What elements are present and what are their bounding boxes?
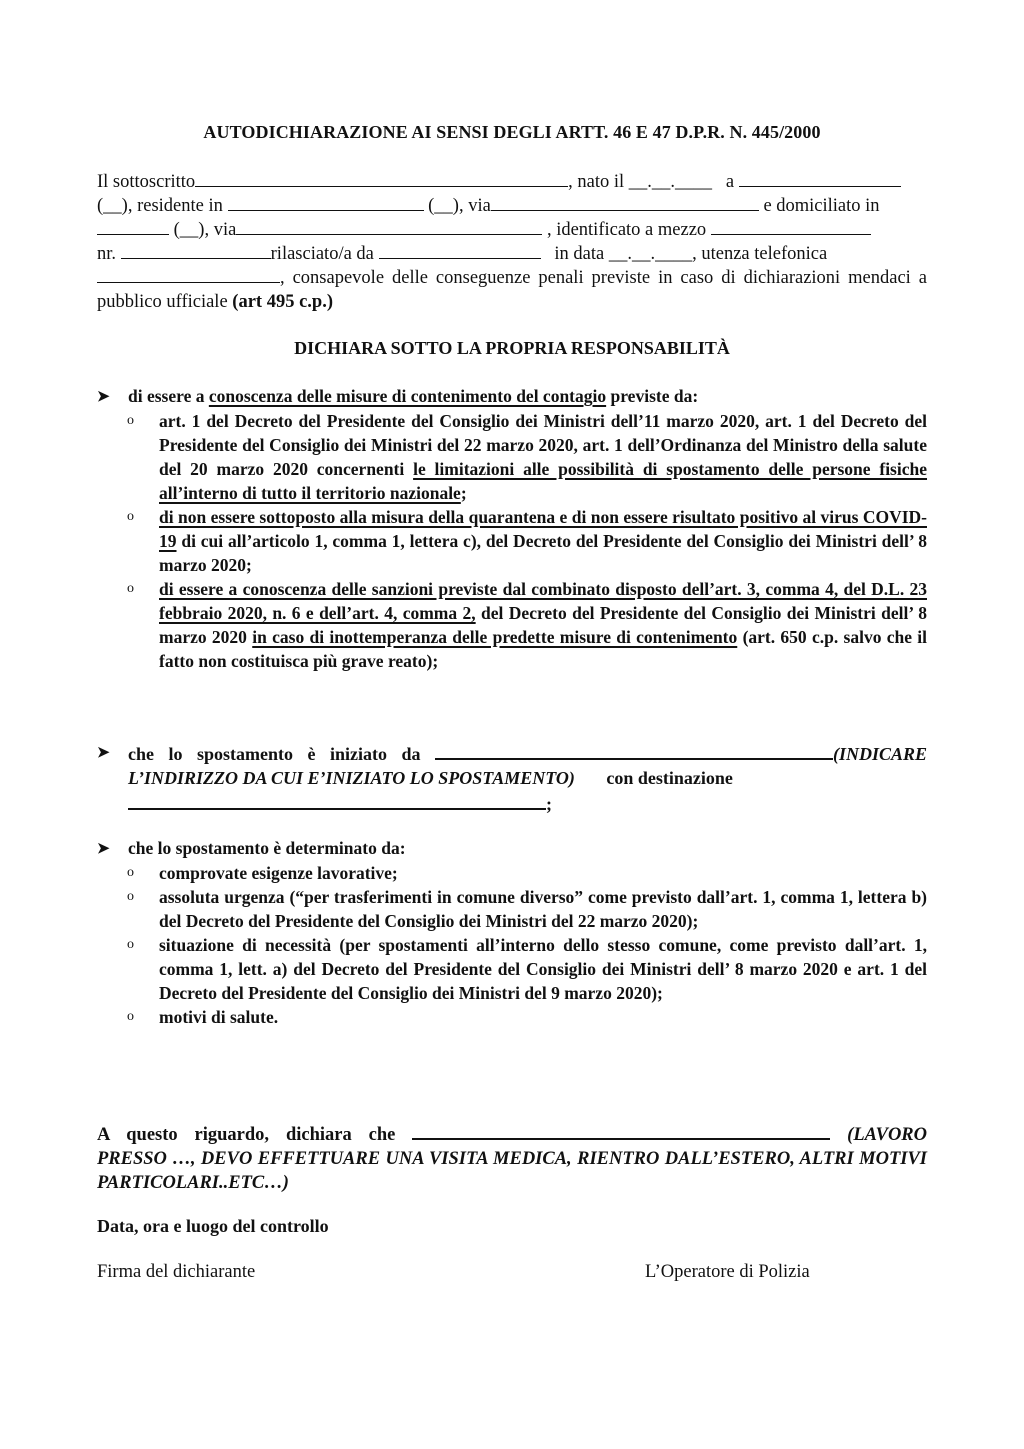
checkbox-circle-icon[interactable]: o (127, 937, 134, 952)
reason-health: motivi di salute. (159, 1007, 279, 1027)
section3-lead: che lo spostamento è determinato da: (128, 838, 406, 858)
section1-lead-b: previste da: (610, 386, 699, 406)
residence-field[interactable] (228, 194, 424, 211)
operatore-polizia-label: L’Operatore di Polizia (645, 1262, 810, 1282)
art-495-text: (art 495 c.p.) (232, 292, 333, 312)
consapevole-text: , consapevole delle conseguenze penali previste in caso di dichiarazioni mendaci a pubblico ufficiale (97, 268, 927, 312)
issuer-field[interactable] (379, 242, 541, 259)
riguardo-paragraph (97, 1120, 927, 1195)
section-spostamento-iniziato (97, 740, 927, 816)
section1-lead-a: di essere a (128, 386, 205, 406)
in-data-label: in data (554, 244, 605, 264)
circle-bullet-icon: o (127, 581, 134, 596)
dichiara-heading: DICHIARA SOTTO LA PROPRIA RESPONSABILITÀ (294, 338, 730, 358)
section2-end: ; (546, 794, 552, 814)
checkbox-circle-icon[interactable]: o (127, 865, 134, 880)
destination-label: con destinazione (606, 768, 733, 788)
document-number-field[interactable] (121, 242, 271, 259)
checkbox-circle-icon[interactable]: o (127, 889, 134, 904)
riguardo-hint: (LAVORO PRESSO …, DEVO EFFETTUARE UNA VISITA MEDICA, RIENTRO DALL’ESTERO, ALTRI MOTIVI PARTICOLARI..ETC…) (97, 1125, 927, 1193)
item3-end: (art. 650 c.p. salvo che il fatto non costituisca più grave reato); (159, 627, 928, 671)
riguardo-lead: A questo riguardo, dichiara che (97, 1125, 396, 1145)
checkbox-circle-icon[interactable]: o (127, 1009, 134, 1024)
item3-underlined: di essere a conoscenza delle sanzioni previste dal combinato disposto dell’art. 3, comma 4, del D.L. 23 febbraio 2020, n. 6 e dell’art. 4, comma 2, (159, 579, 927, 623)
item1-text: art. 1 del Decreto del Presidente del Consiglio dei Ministri dell’11 marzo 2020, art. 1 del Decreto del Presidente del Consiglio dei Ministri del 22 marzo 2020, art. 1 dell’Ordinanza del Ministro della salute del 20 marzo 2020 concernenti (159, 411, 927, 479)
street-field[interactable] (491, 194, 759, 211)
item1-end: ; (460, 483, 467, 503)
section2-lead: che lo spostamento è iniziato da (128, 744, 421, 764)
item2-underlined: di non essere sottoposto alla misura della quarantena e di non essere risultato positivo al virus COVID-19 (159, 507, 927, 551)
name-field[interactable] (195, 170, 568, 187)
destination-field[interactable] (128, 790, 546, 810)
prov2-label: (__), via (428, 196, 491, 216)
birthplace-field[interactable] (739, 170, 901, 187)
domicile-street-field[interactable] (236, 218, 542, 235)
item3-underlined-2: in caso di inottemperanza delle predette misure di contenimento (252, 627, 738, 647)
prov3-label: (__), via (173, 220, 237, 240)
nato-il-label: , nato il (568, 172, 625, 192)
item3-text: del Decreto del Presidente del Consiglio dei Ministri dell’ 8 marzo 2020 (159, 603, 928, 647)
document-type-field[interactable] (711, 218, 871, 235)
circle-bullet-icon: o (127, 413, 134, 428)
start-address-field[interactable] (435, 740, 833, 760)
arrow-bullet-icon: ➤ (97, 389, 110, 405)
domicile-field[interactable] (97, 218, 169, 235)
utenza-label: , utenza telefonica (692, 244, 828, 264)
firma-dichiarante-label: Firma del dichiarante (97, 1262, 256, 1282)
section2-hint: (INDICARE L’INDIRIZZO DA CUI E’INIZIATO LO SPOSTAMENTO) (128, 744, 927, 788)
data-ora-label: Data, ora e luogo del controllo (97, 1216, 329, 1236)
intro-paragraph (97, 170, 927, 314)
section1-lead-underlined: conoscenza delle misure di contenimento del contagio (208, 386, 607, 406)
circle-bullet-icon: o (127, 509, 134, 524)
reason-work: comprovate esigenze lavorative; (159, 863, 398, 883)
reason-urgency: assoluta urgenza (“per trasferimenti in comune diverso” come previsto dall’art. 1, comma 1, lettera b) del Decreto del Presidente del Consiglio dei Ministri del 22 marzo 2020); (159, 887, 927, 931)
issue-date-mask[interactable]: __.__.____ (608, 244, 693, 264)
section-spostamento-determinato (97, 836, 927, 1029)
a-label: a (725, 172, 735, 192)
identificato-label: , identificato a mezzo (546, 220, 707, 240)
rilasciato-label: rilasciato/a da (270, 244, 374, 264)
birth-date-mask[interactable]: __.__.____ (628, 172, 713, 192)
reason-necessity: situazione di necessità (per spostamenti all’interno dello stesso comune, come previsto dall’art. 1, comma 1, lett. a) del Decreto del Presidente del Consiglio dei Ministri dell’ 8 marzo 2020 e art. 1 del Decreto del Presidente del Consiglio dei Ministri del 9 marzo 2020); (159, 935, 927, 1003)
item1-underlined: le limitazioni alle possibilità di spostamento delle persone fisiche all’interno di tutto il territorio nazionale (159, 459, 928, 503)
reason-field[interactable] (412, 1120, 830, 1140)
document-title: AUTODICHIARAZIONE AI SENSI DEGLI ARTT. 46 E 47 D.P.R. N. 445/2000 (203, 122, 821, 142)
phone-field[interactable] (97, 266, 280, 283)
section-misure (97, 384, 927, 673)
prov-label: (__), residente in (97, 196, 223, 216)
arrow-bullet-icon: ➤ (97, 841, 110, 857)
sottoscritto-label: Il sottoscritto (97, 172, 196, 192)
arrow-bullet-icon: ➤ (97, 745, 110, 761)
domicilio-label: e domiciliato in (763, 196, 880, 216)
nr-label: nr. (97, 244, 117, 264)
item2-text: di cui all’articolo 1, comma 1, lettera c), del Decreto del Presidente del Consiglio dei Ministri dell’ 8 marzo 2020; (159, 531, 927, 575)
